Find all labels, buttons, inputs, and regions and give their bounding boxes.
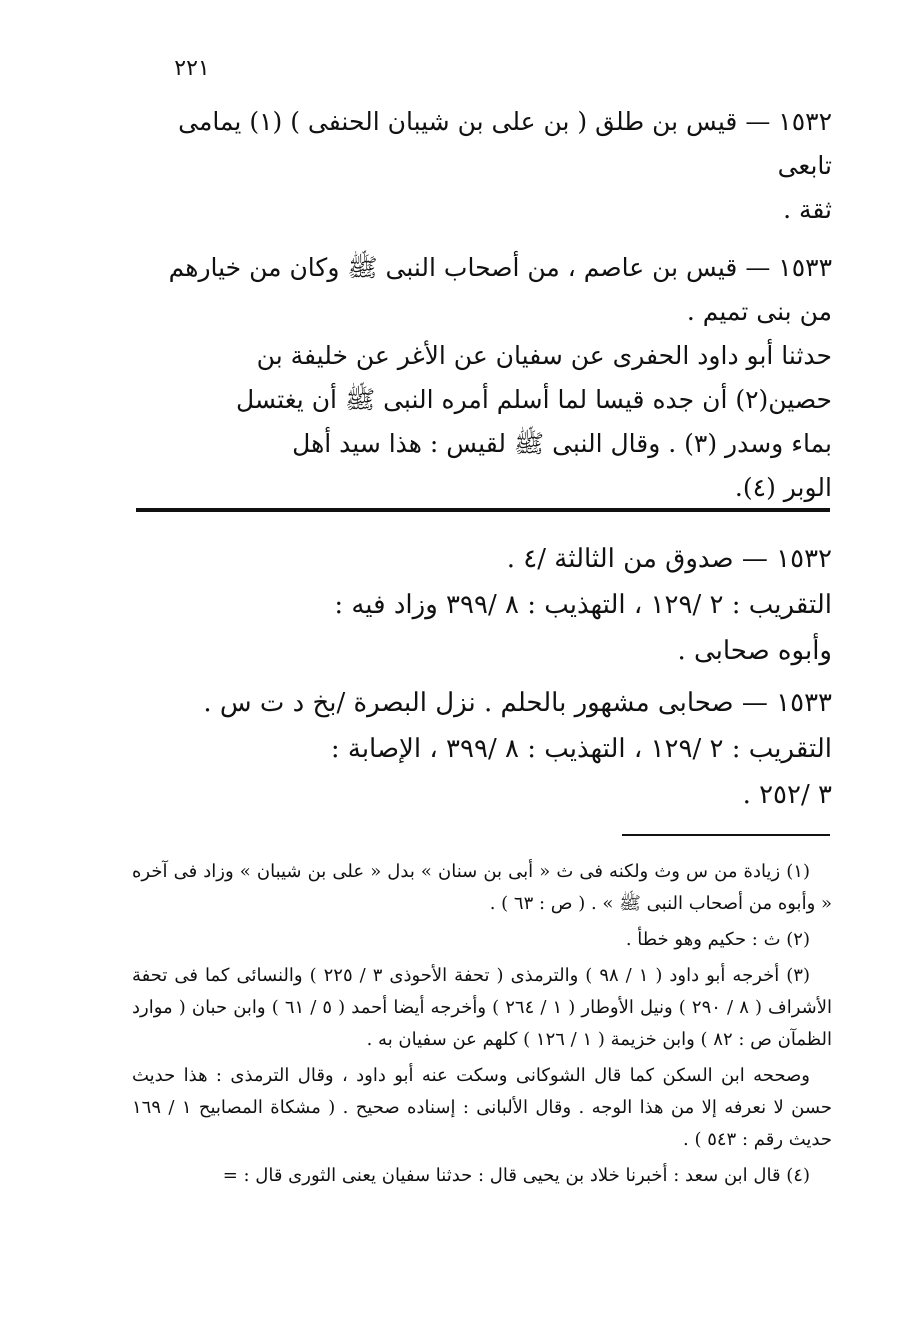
- note-line: التقريب : ٢ /١٢٩ ، التهذيب : ٨ /٣٩٩ ، الإصابة :: [330, 734, 832, 764]
- entry-line: الوبر (٤).: [734, 473, 832, 502]
- note-line: ١٥٣٢ — صدوق من الثالثة /٤ .: [506, 544, 832, 574]
- entry-line: ثقة .: [783, 195, 832, 224]
- note-line: التقريب : ٢ /١٢٩ ، التهذيب : ٨ /٣٩٩ وزاد فيه :: [334, 590, 832, 620]
- entry-line: حدثنا أبو داود الحفرى عن سفيان عن الأغر عن خليفة بن: [256, 341, 832, 370]
- note-line: ١٥٣٣ — صحابى مشهور بالحلم . نزل البصرة /بخ د ت س .: [203, 688, 832, 718]
- entry-line: ١٥٣٢ — قيس بن طلق ( بن على بن شيبان الحنفى ) (١) يمامى تابعى: [178, 107, 832, 180]
- note-1533: [132, 680, 832, 818]
- section-divider: [136, 508, 830, 512]
- footnote-divider: [622, 834, 830, 836]
- footnotes-section: [132, 856, 832, 1196]
- note-line: وأبوه صحابى .: [677, 636, 832, 666]
- entry-line: حصين(٢) أن جده قيسا لما أسلم أمره النبى ﷺ أن يغتسل: [235, 385, 832, 414]
- notes-section: [132, 536, 832, 824]
- footnote-3: (٣) أخرجه أبو داود ( ١ / ٩٨ ) والترمذى ( تحفة الأحوذى ٣ / ٢٢٥ ) والنسائى كما فى تحفة الأشراف ( ٨ / ٢٩٠ ) ونيل الأوطار ( ١ / ٢٦٤ ) وأخرجه أيضا أحمد ( ٥ / ٦١ ) وابن حبان ( موارد الظمآن ص : ٨٢ ) وابن خزيمة ( ١ / ١٢٦ ) كلهم عن سفيان به .: [132, 965, 832, 1050]
- note-line: ٣ /٢٥٢ .: [742, 780, 832, 810]
- note-1532: [132, 536, 832, 674]
- footnote-2: (٢) ث : حكيم وهو خطأ .: [625, 929, 810, 950]
- footnote-4: (٤) قال ابن سعد : أخبرنا خلاد بن يحيى قال : حدثنا سفيان يعنى الثورى قال : =: [222, 1165, 810, 1186]
- entry-line: من بنى تميم .: [686, 297, 832, 326]
- entry-1532: [132, 100, 832, 232]
- page-number: ٢٢١: [174, 56, 210, 81]
- footnote-3-continued: وصححه ابن السكن كما قال الشوكانى وسكت عنه أبو داود ، وقال الترمذى : هذا حديث حسن لا نعرفه إلا من هذا الوجه . وقال الألبانى : إسناده صحيح . ( مشكاة المصابيح ١ / ١٦٩ حديث رقم : ٥٤٣ ) .: [132, 1065, 832, 1150]
- main-text-section: [132, 100, 832, 524]
- entry-line: بماء وسدر (٣) . وقال النبى ﷺ لقيس : هذا سيد أهل: [292, 429, 832, 458]
- footnote-1: (١) زيادة من س وث ولكنه فى ث « أبى بن سنان » بدل « على بن شيبان » وزاد فى آخره « وأبوه من أصحاب النبى ﷺ » . ( ص : ٦٣ ) .: [132, 861, 832, 914]
- entry-line: ١٥٣٣ — قيس بن عاصم ، من أصحاب النبى ﷺ وكان من خيارهم: [168, 253, 832, 282]
- entry-1533: [132, 246, 832, 510]
